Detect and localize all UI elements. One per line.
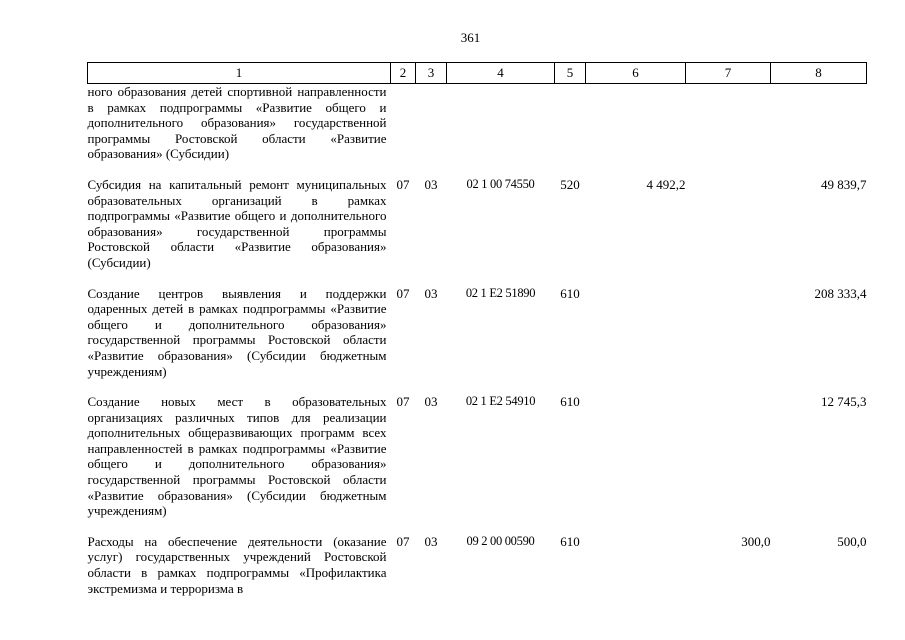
- row-description: Создание центров выявления и поддержки одаренных детей в рамках подпрограммы «Развитие общего и дополнительного образования» государственной программы Ростовской области «Развитие образования» (Субсидии бюджетным учреждениям): [87, 285, 387, 379]
- row-amount-col6: [586, 84, 686, 166]
- table-row: [88, 84, 867, 166]
- table-row: [88, 523, 867, 600]
- row-amount-col7: [686, 166, 771, 275]
- row-amount-col8: 49 839,7: [821, 176, 867, 192]
- row-description: Расходы на обеспечение деятельности (оказание услуг) государственных учреждений Ростовской области в рамках подпрограммы «Профилактика экстремизма и терроризма в: [87, 533, 387, 596]
- row-expense-type: 610: [560, 285, 580, 301]
- row-target-code: 02 1 E2 54910: [465, 394, 536, 409]
- row-description: Субсидия на капитальный ремонт муниципальных образовательных организаций в рамках подпрограммы «Развитие общего и дополнительного образования» государственной программы Ростовской области «Развитие образования» (Субсидии): [87, 176, 387, 270]
- row-amount-col7: [686, 383, 771, 523]
- row-amount-col6: 4 492,2: [646, 176, 686, 192]
- row-amount-col8: [771, 84, 867, 166]
- row-amount-col7: [686, 275, 771, 384]
- row-subsection: 03: [424, 176, 438, 192]
- row-section: 07: [396, 176, 410, 192]
- table-header-row: [88, 63, 867, 84]
- page-number: 361: [460, 30, 481, 45]
- row-subsection: 03: [424, 285, 438, 301]
- row-section: 07: [396, 394, 410, 410]
- row-section: [391, 84, 416, 166]
- row-target-code: 09 2 00 00590: [466, 533, 535, 548]
- row-target-code: 02 1 00 74550: [466, 176, 535, 191]
- row-expense-type: 610: [560, 533, 580, 549]
- row-subsection: [416, 84, 447, 166]
- row-amount-col6: [586, 523, 686, 600]
- header-col-3: 3: [416, 63, 447, 84]
- table-row: [88, 383, 867, 523]
- header-col-4: 4: [447, 63, 555, 84]
- row-target-code: 02 1 E2 51890: [465, 285, 536, 300]
- row-expense-type: 610: [560, 394, 580, 410]
- row-description: ного образования детей спортивной направленности в рамках подпрограммы «Развитие общего и дополнительного образования» государственной программы Ростовской области «Развитие образования» (Субсидии): [87, 84, 387, 162]
- table-row: [88, 166, 867, 275]
- header-col-7: 7: [686, 63, 771, 84]
- row-target-code: [447, 84, 555, 166]
- row-expense-type: 520: [560, 176, 580, 192]
- row-amount-col6: [586, 383, 686, 523]
- row-section: 07: [396, 285, 410, 301]
- header-col-8: 8: [771, 63, 867, 84]
- row-subsection: 03: [424, 533, 438, 549]
- row-amount-col7: 300,0: [741, 533, 771, 549]
- row-amount-col8: 208 333,4: [814, 285, 867, 301]
- header-col-5: 5: [555, 63, 586, 84]
- row-section: 07: [396, 533, 410, 549]
- header-col-2: 2: [391, 63, 416, 84]
- row-amount-col7: [686, 84, 771, 166]
- header-col-6: 6: [586, 63, 686, 84]
- row-amount-col6: [586, 275, 686, 384]
- row-amount-col8: 12 745,3: [821, 394, 867, 410]
- table-row: [88, 275, 867, 384]
- row-expense-type: [555, 84, 586, 166]
- row-description: Создание новых мест в образовательных организациях различных типов для реализации дополнительных общеразвивающих программ всех направленностей в рамках подпрограммы «Развитие общего и дополнительного образования» государственной программы Ростовской области «Развитие образования» (Субсидии бюджетным учреждениям): [87, 394, 387, 519]
- row-subsection: 03: [424, 394, 438, 410]
- header-col-1: 1: [88, 63, 391, 84]
- budget-table: [87, 62, 867, 600]
- row-amount-col8: 500,0: [837, 533, 867, 549]
